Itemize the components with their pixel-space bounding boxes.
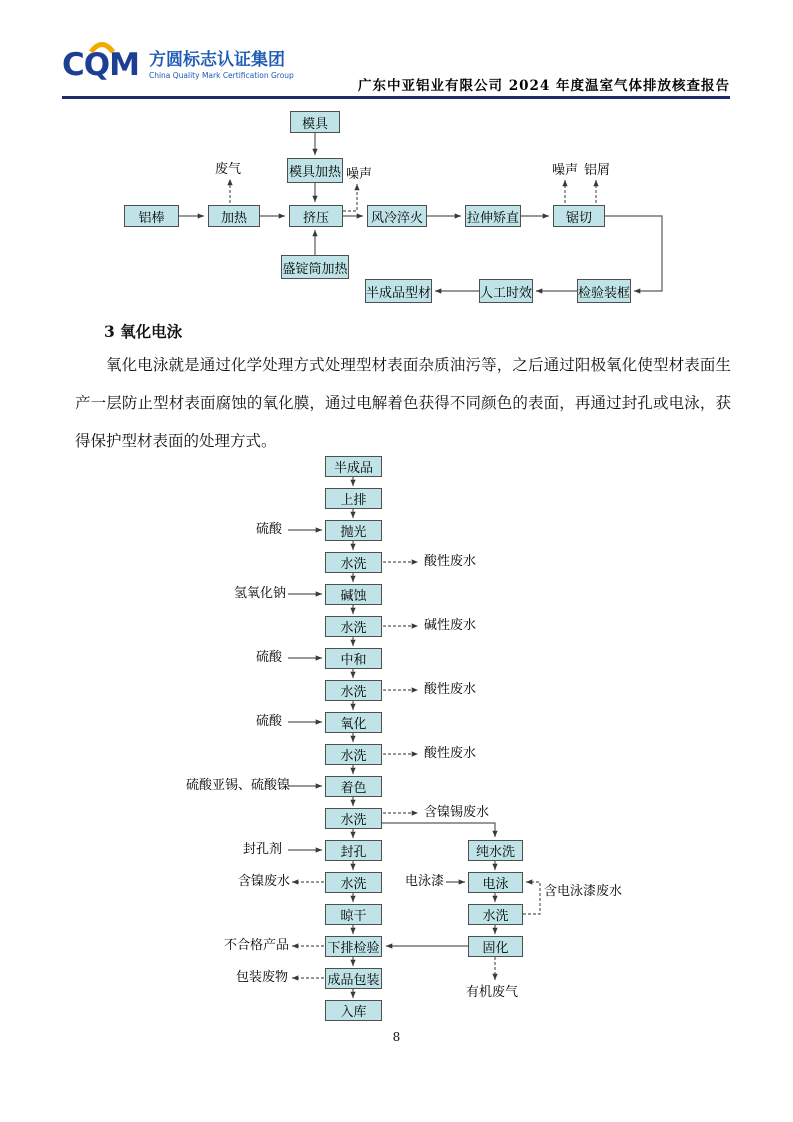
- page-number: 8: [392, 1030, 401, 1044]
- node-warehouse: 入库: [325, 1000, 382, 1021]
- logo-names: [149, 51, 294, 80]
- node-sealing: 封孔: [325, 840, 382, 861]
- node-stretch-straighten: 拉伸矫直: [465, 205, 521, 227]
- node-product-packaging: 成品包装: [325, 968, 382, 989]
- node-mould: 模具: [290, 111, 340, 133]
- label-organic-waste-gas: 有机废气: [466, 985, 519, 1000]
- label-acid-wastewater-3: 酸性废水: [424, 746, 477, 761]
- node-billet-container-heating: 盛锭筒加热: [281, 255, 349, 279]
- label-sulfuric-acid-neutralize: 硫酸: [256, 650, 283, 665]
- label-rejected-products: 不合格产品: [224, 938, 290, 953]
- node-artificial-aging: 人工时效: [479, 279, 533, 303]
- node-polishing: 抛光: [325, 520, 382, 541]
- node-curing: 固化: [468, 936, 523, 957]
- logo-english-name: China Quality Mark Certification Group: [148, 70, 294, 80]
- label-acid-wastewater-2: 酸性废水: [424, 682, 477, 697]
- section-paragraph: 氧化电泳就是通过化学处理方式处理型材表面杂质油污等，之后通过阳极氧化使型材表面生产一层防止型材表面腐蚀的氧化膜，通过电解着色获得不同颜色的表面，再通过封孔或电泳，获得保护型材表面的处理方式。: [75, 356, 731, 450]
- node-drying: 晾干: [325, 904, 382, 925]
- node-alkali-etch: 碱蚀: [325, 584, 382, 605]
- label-electrophoretic-paint: 电泳漆: [405, 874, 445, 889]
- label-electrophoretic-paint-wastewater: 含电泳漆废水: [544, 884, 623, 899]
- label-nickel-tin-wastewater: 含镍锡废水: [424, 805, 490, 820]
- logo-acronym-text: CQM: [62, 47, 139, 83]
- cqm-logo-acronym: [62, 47, 139, 83]
- node-rinse-3: 水洗: [325, 680, 382, 701]
- header-rule: [62, 96, 730, 99]
- node-neutralize: 中和: [325, 648, 382, 669]
- label-sulfuric-acid-oxidize: 硫酸: [256, 714, 283, 729]
- node-rinse-branch: 水洗: [468, 904, 523, 925]
- node-pure-water-rinse: 纯水洗: [468, 840, 523, 861]
- node-inspection-framing: 检验装框: [577, 279, 631, 303]
- label-alkaline-wastewater: 碱性废水: [424, 618, 477, 633]
- node-rinse-2: 水洗: [325, 616, 382, 637]
- node-rinse-5: 水洗: [325, 808, 382, 829]
- node-unrack-inspect: 下排检验: [325, 936, 382, 957]
- label-noise-sawing: 噪声: [552, 163, 579, 178]
- node-coloring: 着色: [325, 776, 382, 797]
- label-sealing-agent: 封孔剂: [243, 842, 283, 857]
- logo-chinese-name: 方圆标志认证集团: [148, 50, 285, 71]
- node-semi-finished-profile: 半成品型材: [365, 279, 432, 303]
- label-sodium-hydroxide: 氢氧化钠: [234, 586, 287, 601]
- node-sawing: 锯切: [553, 205, 605, 227]
- document-header-title: 广东中亚铝业有限公司 2024 年度温室气体排放核查报告: [358, 78, 730, 94]
- node-oxidize: 氧化: [325, 712, 382, 733]
- label-waste-gas: 废气: [215, 162, 242, 177]
- label-aluminum-scrap: 铝屑: [584, 163, 611, 178]
- node-mould-heating: 模具加热: [287, 158, 343, 183]
- label-stannous-nickel-sulfate: 硫酸亚锡、硫酸镍: [186, 778, 291, 793]
- node-air-quench: 风冷淬火: [367, 205, 427, 227]
- label-packaging-waste: 包装废物: [236, 970, 289, 985]
- node-extrusion: 挤压: [289, 205, 343, 227]
- section-heading: 3 氧化电泳: [104, 322, 183, 341]
- node-heating: 加热: [208, 205, 260, 227]
- node-electrophoresis: 电泳: [468, 872, 523, 893]
- node-rinse-1: 水洗: [325, 552, 382, 573]
- label-acid-wastewater-1: 酸性废水: [424, 554, 477, 569]
- label-nickel-wastewater: 含镍废水: [238, 874, 291, 889]
- node-rack-up: 上排: [325, 488, 382, 509]
- label-noise-extrusion: 噪声: [346, 167, 373, 182]
- node-aluminum-rod: 铝棒: [124, 205, 179, 227]
- logo-swoosh-icon: [88, 42, 116, 53]
- cqm-logo: [62, 47, 294, 83]
- node-rinse-6: 水洗: [325, 872, 382, 893]
- node-semi-finished: 半成品: [325, 456, 382, 477]
- label-sulfuric-acid-polish: 硫酸: [256, 522, 283, 537]
- node-rinse-4: 水洗: [325, 744, 382, 765]
